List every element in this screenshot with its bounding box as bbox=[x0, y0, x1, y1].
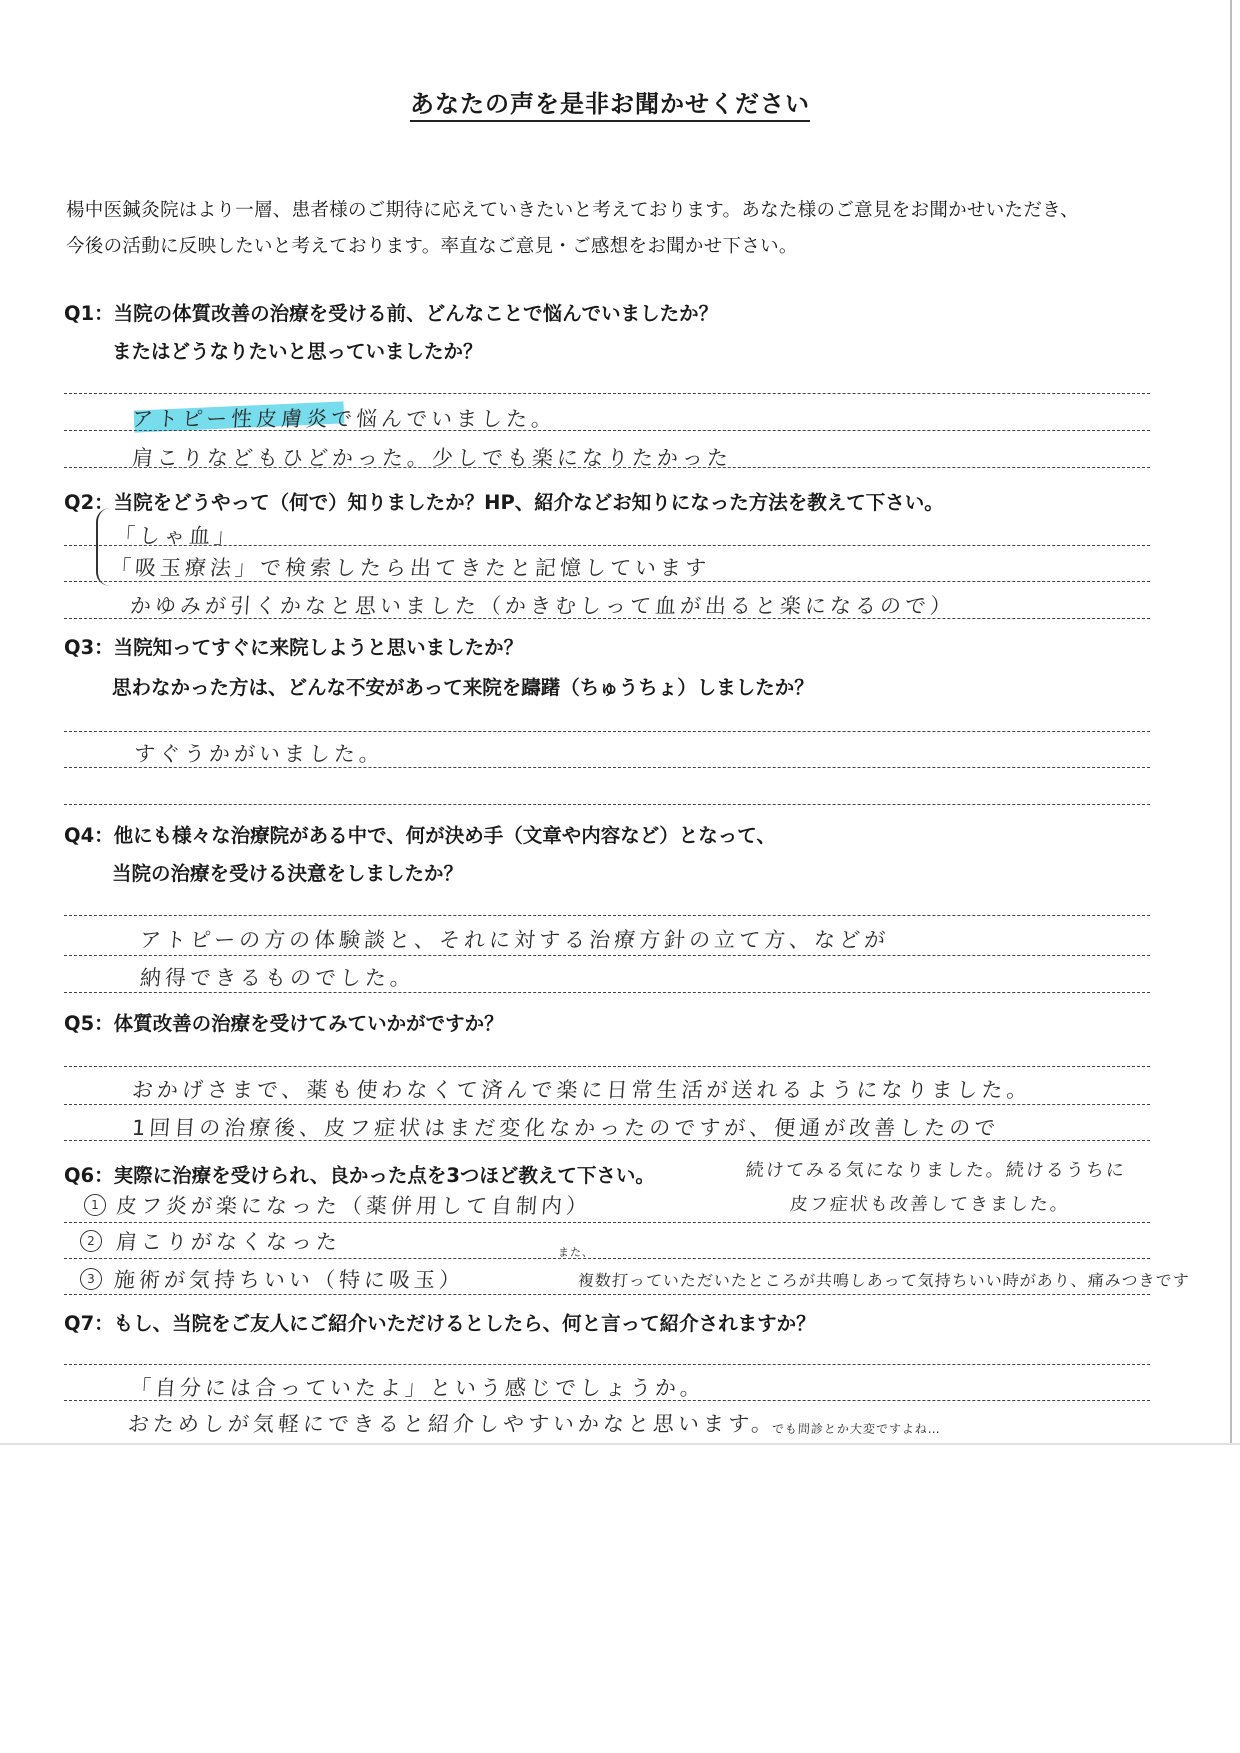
answer-line bbox=[64, 915, 1150, 916]
answer-line bbox=[64, 545, 1150, 546]
q4-question-sub: 当院の治療を受ける決意をしましたか？ bbox=[112, 862, 464, 885]
answer-line bbox=[64, 430, 1150, 431]
answer-line bbox=[64, 992, 1150, 993]
q1-question-sub: またはどうなりたいと思っていましたか？ bbox=[112, 340, 483, 363]
q5-answer-3: 続けてみる気になりました。続けるうちに bbox=[745, 1160, 1127, 1181]
q3-answer-1: すぐうかがいました。 bbox=[133, 742, 385, 766]
answer-line bbox=[64, 1104, 1150, 1105]
q2-answer-3: かゆみが引くかなと思いました（かきむしって血が出ると楽になるので） bbox=[129, 594, 956, 618]
q4-question: Q4：他にも様々な治療院がある中で、何が決め手（文章や内容など）となって、 bbox=[64, 824, 776, 847]
q6-answer-3: 施術が気持ちいい（特に吸玉） bbox=[113, 1268, 465, 1292]
item-number-3: 3 bbox=[80, 1268, 102, 1290]
answer-line bbox=[64, 1258, 1150, 1259]
q1-answer-2: 肩こりなどもひどかった。少しでも楽になりたかった bbox=[131, 446, 733, 470]
answer-line bbox=[64, 618, 1150, 619]
item-number-2: 2 bbox=[80, 1230, 102, 1252]
answer-line bbox=[64, 1066, 1150, 1067]
q2-answer-1: 「しゃ血」 bbox=[113, 524, 240, 548]
survey-title-text: あなたの声を是非お聞かせください bbox=[410, 90, 810, 122]
q7-question: Q7：もし、当院をご友人にご紹介いただけるとしたら、何と言って紹介されますか？ bbox=[64, 1312, 816, 1335]
answer-line bbox=[64, 1294, 1150, 1295]
q7-answer-2: おためしが気軽にできると紹介しやすいかなと思います。 bbox=[127, 1412, 778, 1436]
q7-answer-3: でも問診とか大変ですよね… bbox=[771, 1422, 942, 1436]
q6-question: Q6：実際に治療を受けられ、良かった点を3つほど教えて下さい。 bbox=[64, 1164, 655, 1187]
scan-edge bbox=[1230, 0, 1232, 1445]
answer-line bbox=[64, 393, 1150, 394]
answer-line bbox=[64, 804, 1150, 805]
q6-answer-1: 皮フ炎が楽になった（薬併用して自制内） bbox=[115, 1194, 592, 1218]
q1-question: Q1：当院の体質改善の治療を受ける前、どんなことで悩んでいましたか？ bbox=[64, 302, 719, 325]
survey-title bbox=[0, 84, 1220, 119]
q5-answer-4: 皮フ症状も改善してきました。 bbox=[789, 1194, 1071, 1215]
q2-answer-2: 「吸玉療法」で検索したら出てきたと記憶しています bbox=[109, 556, 711, 580]
answer-line bbox=[64, 1364, 1150, 1365]
intro-line-1: 楊中医鍼灸院はより一層、患者様のご期待に応えていきたいと考えております。あなた様のご意見をお聞かせいただき、 bbox=[66, 200, 1079, 221]
q5-answer-1: おかげさまで、薬も使わなくて済んで楽に日常生活が送れるようになりました。 bbox=[131, 1078, 1033, 1102]
intro-line-2: 今後の活動に反映したいと考えております。率直なご意見・ご感想をお聞かせ下さい。 bbox=[66, 236, 798, 257]
item-number-1: 1 bbox=[84, 1194, 106, 1216]
q7-answer-1: 「自分には合っていたよ」という感じでしょうか。 bbox=[129, 1376, 706, 1400]
q6-answer-4: 複数打っていただいたところが共鳴しあって気持ちいい時があり、痛みつきです bbox=[577, 1271, 1191, 1290]
answer-line bbox=[64, 767, 1150, 768]
answer-line bbox=[64, 1400, 1150, 1401]
q2-question: Q2：当院をどうやって（何で）知りましたか？HP、紹介などお知りになった方法を教えて下さい。 bbox=[64, 491, 944, 514]
answer-line bbox=[64, 955, 1150, 956]
q6-answer-5: また、 bbox=[557, 1246, 595, 1259]
q3-question: Q3：当院知ってすぐに来院しようと思いましたか？ bbox=[64, 636, 524, 659]
scan-edge bbox=[0, 1443, 1240, 1445]
q6-answer-2: 肩こりがなくなった bbox=[115, 1230, 342, 1254]
q5-question: Q5：体質改善の治療を受けてみていかがですか？ bbox=[64, 1012, 504, 1035]
q3-question-sub: 思わなかった方は、どんな不安があって来院を躊躇（ちゅうちょ）しましたか？ bbox=[112, 676, 814, 699]
answer-line bbox=[64, 1222, 1150, 1223]
answer-line bbox=[64, 467, 1150, 468]
answer-line bbox=[64, 581, 1150, 582]
q5-answer-2: 1回目の治療後、皮フ症状はまだ変化なかったのですが、便通が改善したので bbox=[131, 1116, 1001, 1140]
answer-line bbox=[64, 731, 1150, 732]
answer-line bbox=[64, 1140, 1150, 1141]
q1-answer-1: アトピー性皮膚炎で悩んでいました。 bbox=[131, 407, 557, 431]
q4-answer-2: 納得できるものでした。 bbox=[139, 966, 416, 990]
q4-answer-1: アトピーの方の体験談と、それに対する治療方針の立て方、などが bbox=[139, 928, 890, 952]
